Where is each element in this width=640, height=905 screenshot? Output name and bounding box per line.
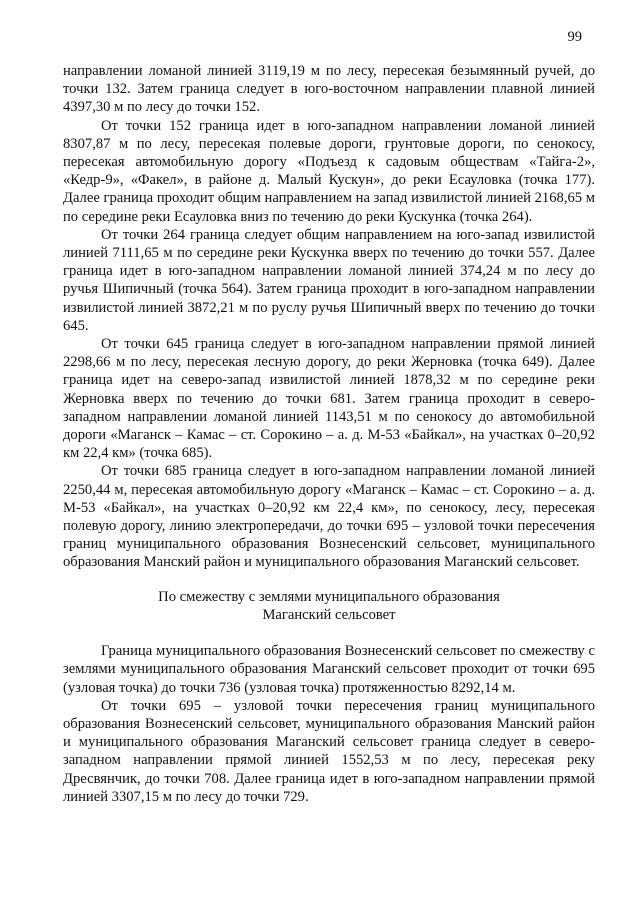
paragraph-continuation: направлении ломаной линией 3119,19 м по лесу, пересекая безымянный ручей, до точки 132. Затем граница следует в юго-восточном направлении плавной линией 4397,30 м по лесу до точки 152.: [63, 63, 595, 116]
page-number: 99: [567, 29, 582, 45]
section-heading-line: По смежеству с землями муниципального образования: [158, 588, 500, 605]
paragraph: От точки 695 – узловой точки пересечения границ муниципального образования Вознесенский сельсовет, муниципального образования Манский район и муниципального образования Маганский сельсовет граница следует в северо-западном направлении прямой линией 1552,53 м по лесу, пересекая реку Дресвянчик, до точки 708. Далее граница идет в юго-западном направлении прямой линией 3307,15 м по лесу до точки 729.: [63, 697, 595, 805]
paragraph: От точки 152 граница идет в юго-западном направлении ломаной линией 8307,87 м по лесу, пересекая полевые дороги, грунтовые дороги, по сенокосу, пересекая автомобильную дорогу «Подъезд к садовым обществам «Тайга-2», «Кедр-9», «Факел», в районе д. Малый Кускун», до реки Есауловка (точка 177). Далее граница проходит общим направлением на запад извилистой линией 2168,65 м по середине реки Есауловка вниз по течению до реки Кускунка (точка 264).: [63, 117, 595, 225]
paragraph: От точки 685 граница следует в юго-западном направлении ломаной линией 2250,44 м, пересекая автомобильную дорогу «Маганск – Камас – ст. Сорокино – а. д. М-53 «Байкал», на участках 0–20,92 км 22,4 км», по сенокосу, лесу, пересекая полевую дорогу, линию электропередачи, до точки 695 – узловой точки пересечения границ муниципального образования Вознесенский сельсовет, муниципального образования Манский район и муниципального образования Маганский сельсовет.: [63, 463, 595, 571]
section-heading: [63, 588, 595, 624]
paragraph: От точки 264 граница следует общим направлением на юго-запад извилистой линией 7111,65 м по середине реки Кускунка вверх по течению до точки 557. Далее граница идет в юго-западном направлении ломаной линией 374,24 м по лесу до ручья Шипичный (точка 564). Затем граница проходит в юго-западном направлении извилистой линией 3872,21 м по руслу ручья Шипичный вверх по течению до точки 645.: [63, 226, 595, 334]
document-body: [63, 62, 595, 806]
paragraph: От точки 645 граница следует в юго-западном направлении прямой линией 2298,66 м по лесу, пересекая лесную дорогу, до реки Жерновка (точка 649). Далее граница идет на северо-запад извилистой линией 1878,32 м по середине реки Жерновка вверх по течению до точки 681. Затем граница проходит в северо-западном направлении ломаной линией 1143,51 м по сенокосу до автомобильной дороги «Маганск – Камас – ст. Сорокино – а. д. М-53 «Байкал», на участках 0–20,92 км 22,4 км» (точка 685).: [63, 336, 595, 462]
paragraph: Граница муниципального образования Вознесенский сельсовет по смежеству с землями муниципального образования Маганский сельсовет проходит от точки 695 (узловая точка) до точки 736 (узловая точка) протяженностью 8292,14 м.: [63, 643, 595, 696]
section-heading-line: Маганский сельсовет: [262, 606, 396, 623]
